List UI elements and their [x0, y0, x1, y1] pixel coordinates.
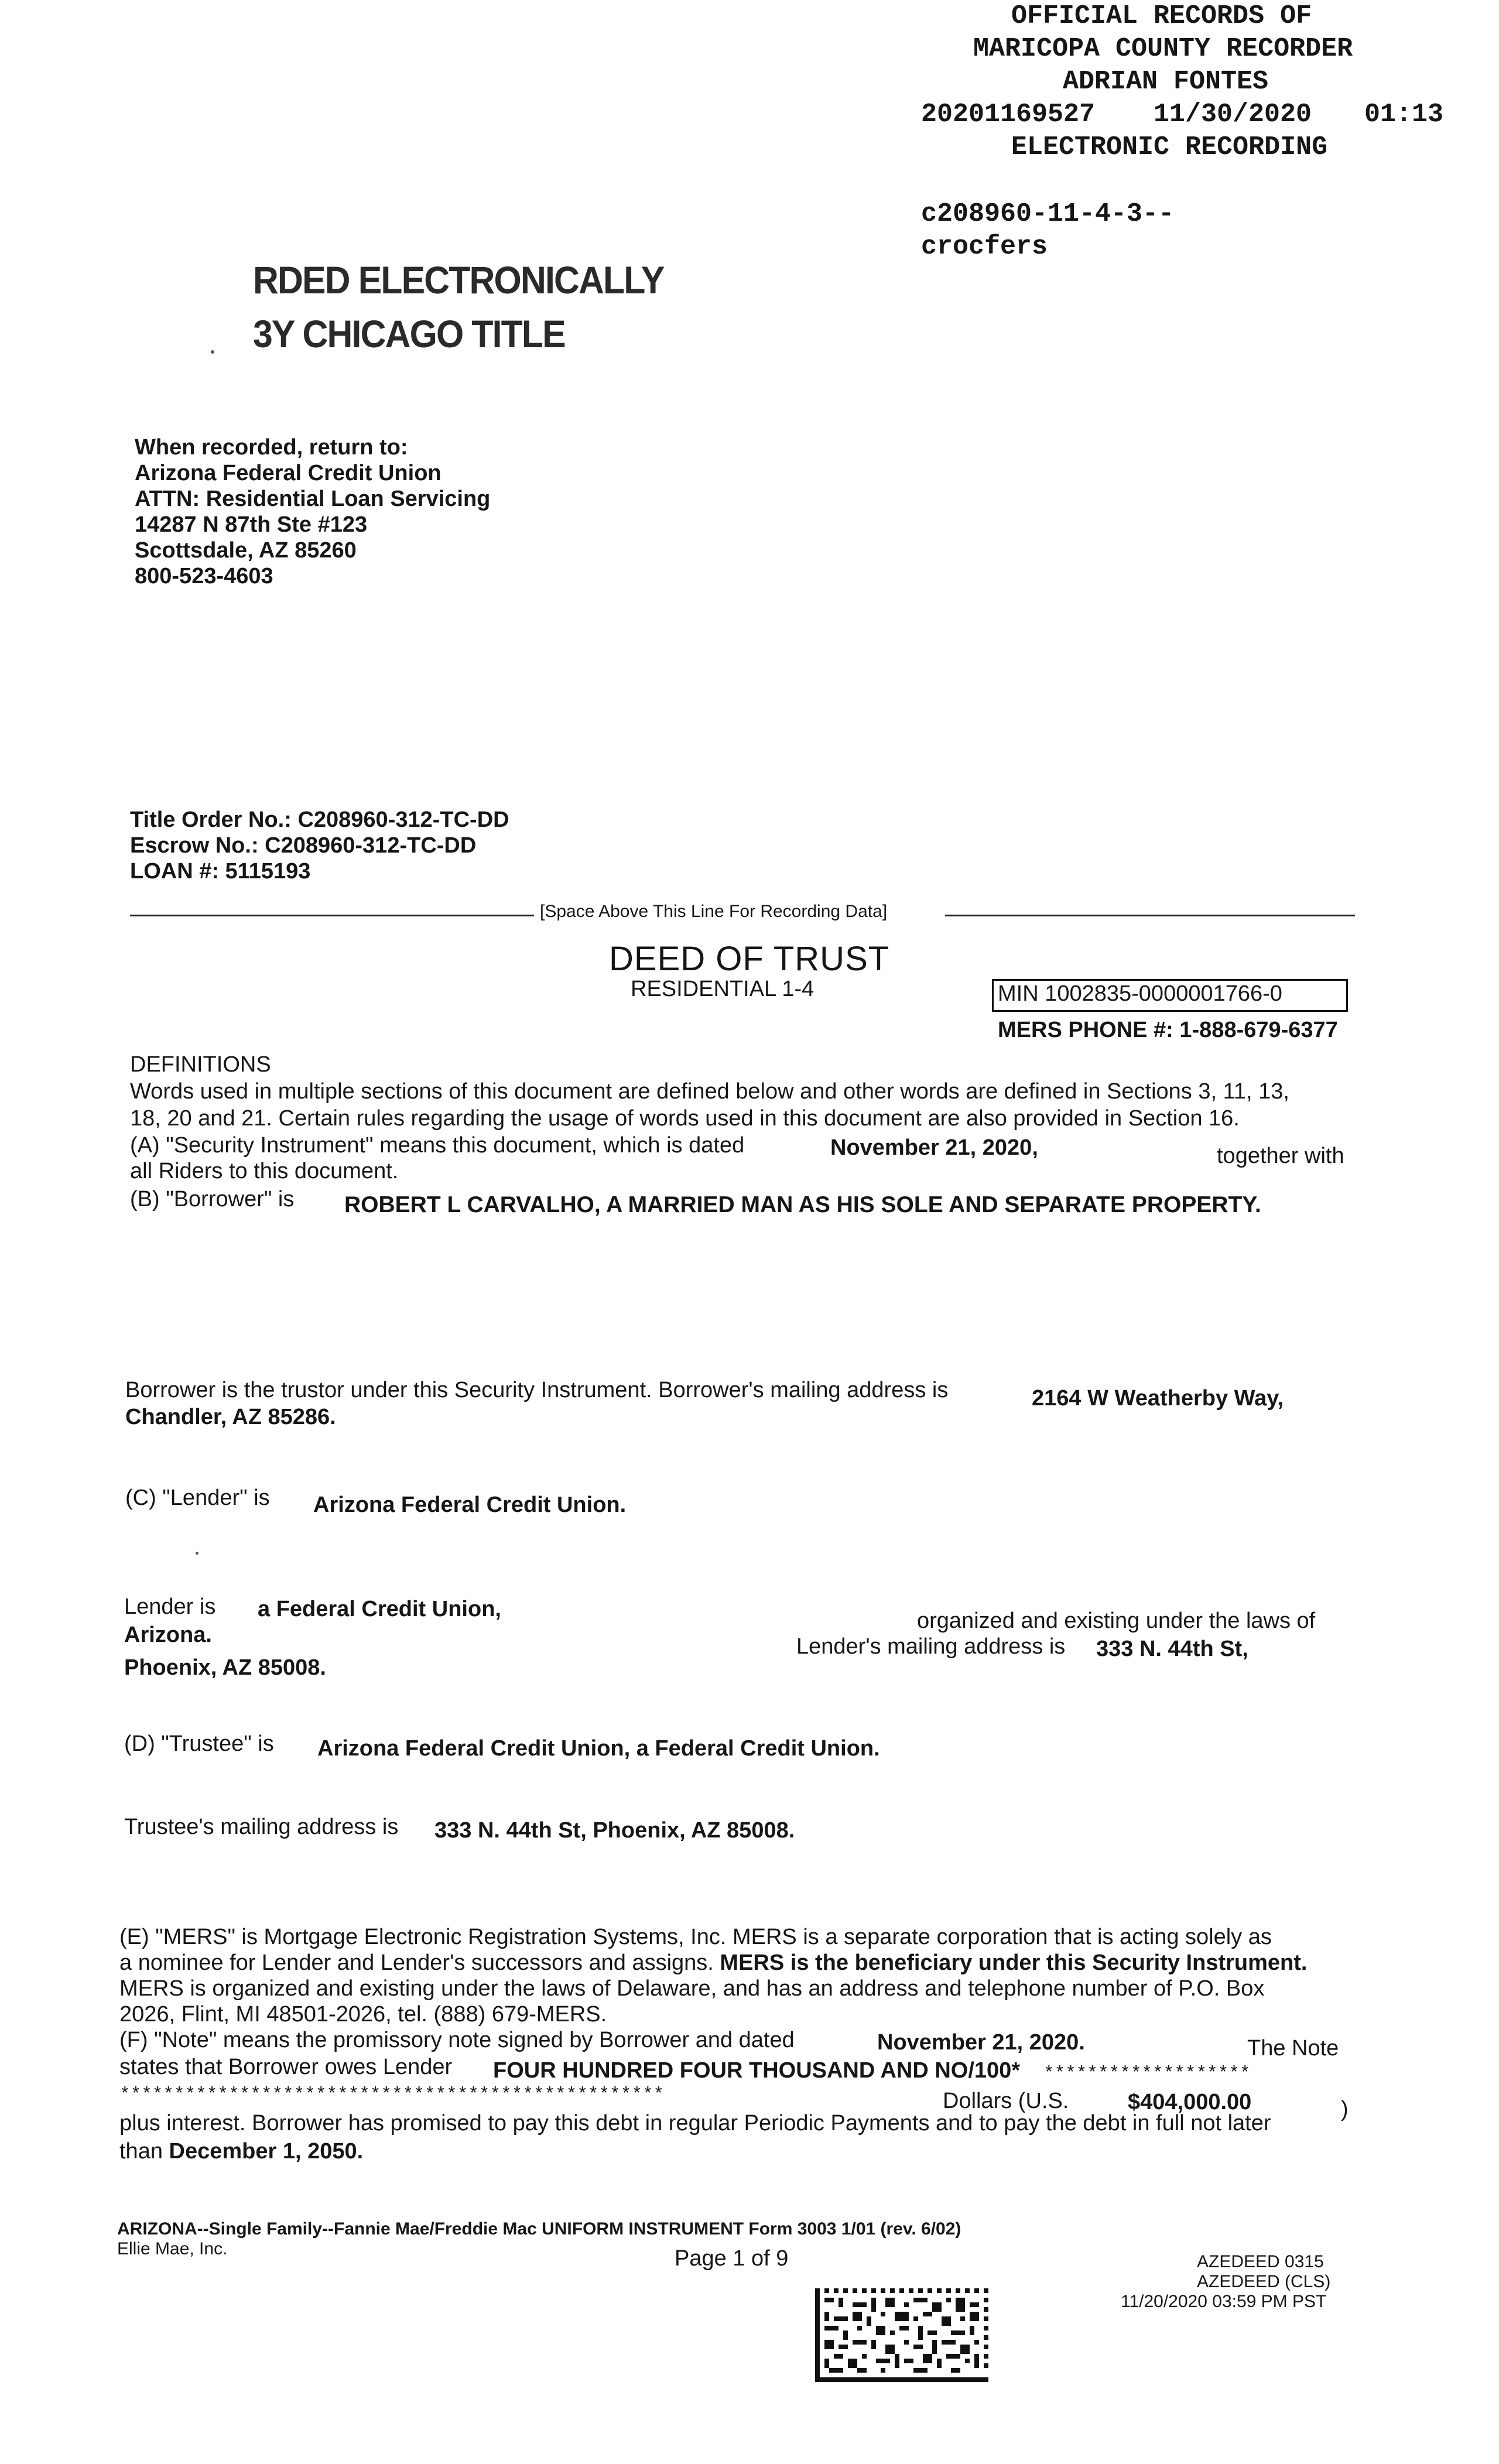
note-dollars-label: Dollars (U.S. [943, 2089, 1069, 2113]
definition-e-label: (E) "MERS" [119, 1925, 235, 1949]
mers-phone: MERS PHONE #: 1-888-679-6377 [998, 1018, 1338, 1042]
return-to-line: Arizona Federal Credit Union [135, 461, 442, 485]
electronic-recording-stamp-line-2: 3Y CHICAGO TITLE [253, 312, 565, 355]
definition-d-is: is [251, 1731, 274, 1756]
definition-f-line-4: plus interest. Borrower has promised to pay this debt in regular Periodic Payments and to pay the debt in full not later [119, 2111, 1271, 2136]
lender-address-text: Lender's mailing address is [796, 1634, 1066, 1659]
definition-f-text: means the promissory note signed by Borrower and dated [217, 2028, 795, 2052]
footer-vendor: Ellie Mae, Inc. [117, 2239, 228, 2258]
definition-a-line-2: all Riders to this document. [130, 1159, 399, 1183]
borrower-address-line-1: 2164 W Weatherby Way, [1032, 1386, 1284, 1411]
definition-e-text: is Mortgage Electronic Registration Systems, Inc. MERS is a separate corporation that is acting solely as [235, 1925, 1272, 1949]
reference-line-2: crocfers [921, 232, 1048, 262]
order-info [130, 807, 509, 884]
space-above-line-label: [Space Above This Line For Recording Data] [540, 902, 888, 921]
definition-f-line-1 [119, 2027, 795, 2053]
document-subtitle: RESIDENTIAL 1-4 [631, 977, 814, 1001]
definition-e-line-2a: a nominee for Lender and Lender's successors and assigns. [119, 1950, 714, 1975]
definition-a-label: (A) "Security Instrument" [130, 1133, 374, 1158]
note-amount-stars-1: ******************* [1043, 2063, 1251, 2084]
return-to-heading: When recorded, return to: [135, 435, 408, 460]
lender-address-line-2: Phoenix, AZ 85008. [124, 1655, 326, 1680]
definition-f-tail: The Note [1247, 2036, 1339, 2061]
definition-b-label: (B) "Borrower" [130, 1187, 272, 1212]
document-title: DEED OF TRUST [609, 940, 890, 978]
footer-code-1: AZEDEED 0315 [1197, 2252, 1324, 2271]
recorder-line-3: ADRIAN FONTES [1063, 67, 1269, 97]
borrower-address-text: Borrower is the trustor under this Security Instrument. Borrower's mailing address is [125, 1378, 949, 1402]
reference-line-1: c208960-11-4-3-- [921, 199, 1175, 229]
return-to-line: 14287 N 87th Ste #123 [135, 512, 368, 537]
definition-a-tail: together with [1217, 1144, 1344, 1168]
definition-e-line-1 [119, 1924, 1272, 1950]
definition-f-line-2a: states that Borrower owes Lender [119, 2055, 453, 2079]
definition-e-line-4: 2026, Flint, MI 48501-2026, tel. (888) 679-MERS. [119, 2002, 607, 2027]
definitions-heading: DEFINITIONS [130, 1052, 271, 1077]
borrower-name: ROBERT L CARVALHO, A MARRIED MAN AS HIS SOLE AND SEPARATE PROPERTY. [344, 1192, 1261, 1217]
footer-form-name: ARIZONA--Single Family--Fannie Mae/Freddie Mac UNIFORM INSTRUMENT Form 3003 1/01 (rev. 6/02) [117, 2219, 961, 2239]
scan-speck [211, 350, 214, 354]
min-number: MIN 1002835-0000001766-0 [998, 981, 1282, 1006]
security-instrument-date: November 21, 2020, [830, 1135, 1038, 1160]
loan-number: LOAN #: 5115193 [130, 859, 311, 884]
definitions-intro-2: 18, 20 and 21. Certain rules regarding the usage of words used in this document are also provided in Section 16. [130, 1106, 1240, 1131]
definition-b-is: is [272, 1187, 295, 1212]
recorder-line-5: ELECTRONIC RECORDING [1011, 132, 1328, 162]
definition-b [130, 1186, 294, 1212]
recorder-line-1: OFFICIAL RECORDS OF [1011, 1, 1312, 31]
footer-timestamp: 11/20/2020 03:59 PM PST [1121, 2292, 1327, 2311]
lender-state: Arizona. [124, 1623, 212, 1647]
note-amount-stars-2: ************************************************** [119, 2085, 665, 2105]
maturity-date: December 1, 2050. [169, 2139, 364, 2164]
return-to-line: ATTN: Residential Loan Servicing [135, 487, 491, 511]
note-amount-close-paren: ) [1341, 2097, 1349, 2121]
definition-c-is: is [247, 1486, 270, 1510]
definition-f-line-5a: than [119, 2139, 163, 2164]
lender-type: a Federal Credit Union, [258, 1597, 501, 1621]
return-to-block [135, 434, 490, 589]
definition-f-label: (F) "Note" [119, 2028, 217, 2052]
lender-is-text: Lender is [124, 1594, 216, 1619]
scan-speck [196, 1552, 199, 1555]
definition-e-line-2 [119, 1950, 1307, 1976]
lender-org-text: organized and existing under the laws of [917, 1609, 1316, 1633]
definition-a [130, 1132, 744, 1158]
return-to-line: Scottsdale, AZ 85260 [135, 538, 357, 563]
return-to-line: 800-523-4603 [135, 564, 273, 588]
electronic-recording-stamp-line-1: RDED ELECTRONICALLY [253, 258, 664, 302]
note-amount: $404,000.00 [1128, 2090, 1252, 2114]
recording-data-rule-left [130, 915, 534, 916]
recording-time: 01:13 [1364, 100, 1444, 129]
definition-a-text: means this document, which is dated [373, 1133, 745, 1158]
lender-address-line-1: 333 N. 44th St, [1096, 1637, 1248, 1661]
trustee-address-text: Trustee's mailing address is [124, 1815, 399, 1839]
definition-e-line-3: MERS is organized and existing under the laws of Delaware, and has an address and telephone number of P.O. Box [119, 1976, 1265, 2001]
recorder-line-2: MARICOPA COUNTY RECORDER [973, 34, 1353, 64]
recording-data-rule-right [945, 915, 1355, 916]
recording-number: 20201169527 [921, 100, 1096, 129]
definition-c-label: (C) "Lender" [125, 1486, 248, 1510]
mers-beneficiary-statement: MERS is the beneficiary under this Security Instrument. [713, 1950, 1308, 1975]
trustee-name: Arizona Federal Credit Union, a Federal Credit Union. [317, 1736, 880, 1761]
trustee-address: 333 N. 44th St, Phoenix, AZ 85008. [434, 1818, 795, 1843]
footer-code-2: AZEDEED (CLS) [1197, 2272, 1331, 2291]
title-order-number: Title Order No.: C208960-312-TC-DD [130, 807, 509, 832]
definition-c [125, 1485, 270, 1511]
lender-name: Arizona Federal Credit Union. [313, 1493, 627, 1517]
escrow-number: Escrow No.: C208960-312-TC-DD [130, 833, 477, 858]
borrower-address-line-2: Chandler, AZ 85286. [125, 1405, 336, 1429]
definitions-intro-1: Words used in multiple sections of this document are defined below and other words are defined in Sections 3, 11, 13, [130, 1079, 1289, 1104]
definition-f-line-5 [119, 2138, 363, 2164]
note-date: November 21, 2020. [877, 2030, 1085, 2055]
definition-d [124, 1731, 274, 1757]
page-number: Page 1 of 9 [675, 2246, 789, 2271]
document-barcode [815, 2287, 988, 2383]
definition-d-label: (D) "Trustee" [124, 1731, 252, 1756]
recording-date: 11/30/2020 [1154, 100, 1312, 129]
note-amount-words: FOUR HUNDRED FOUR THOUSAND AND NO/100* [493, 2058, 1021, 2083]
